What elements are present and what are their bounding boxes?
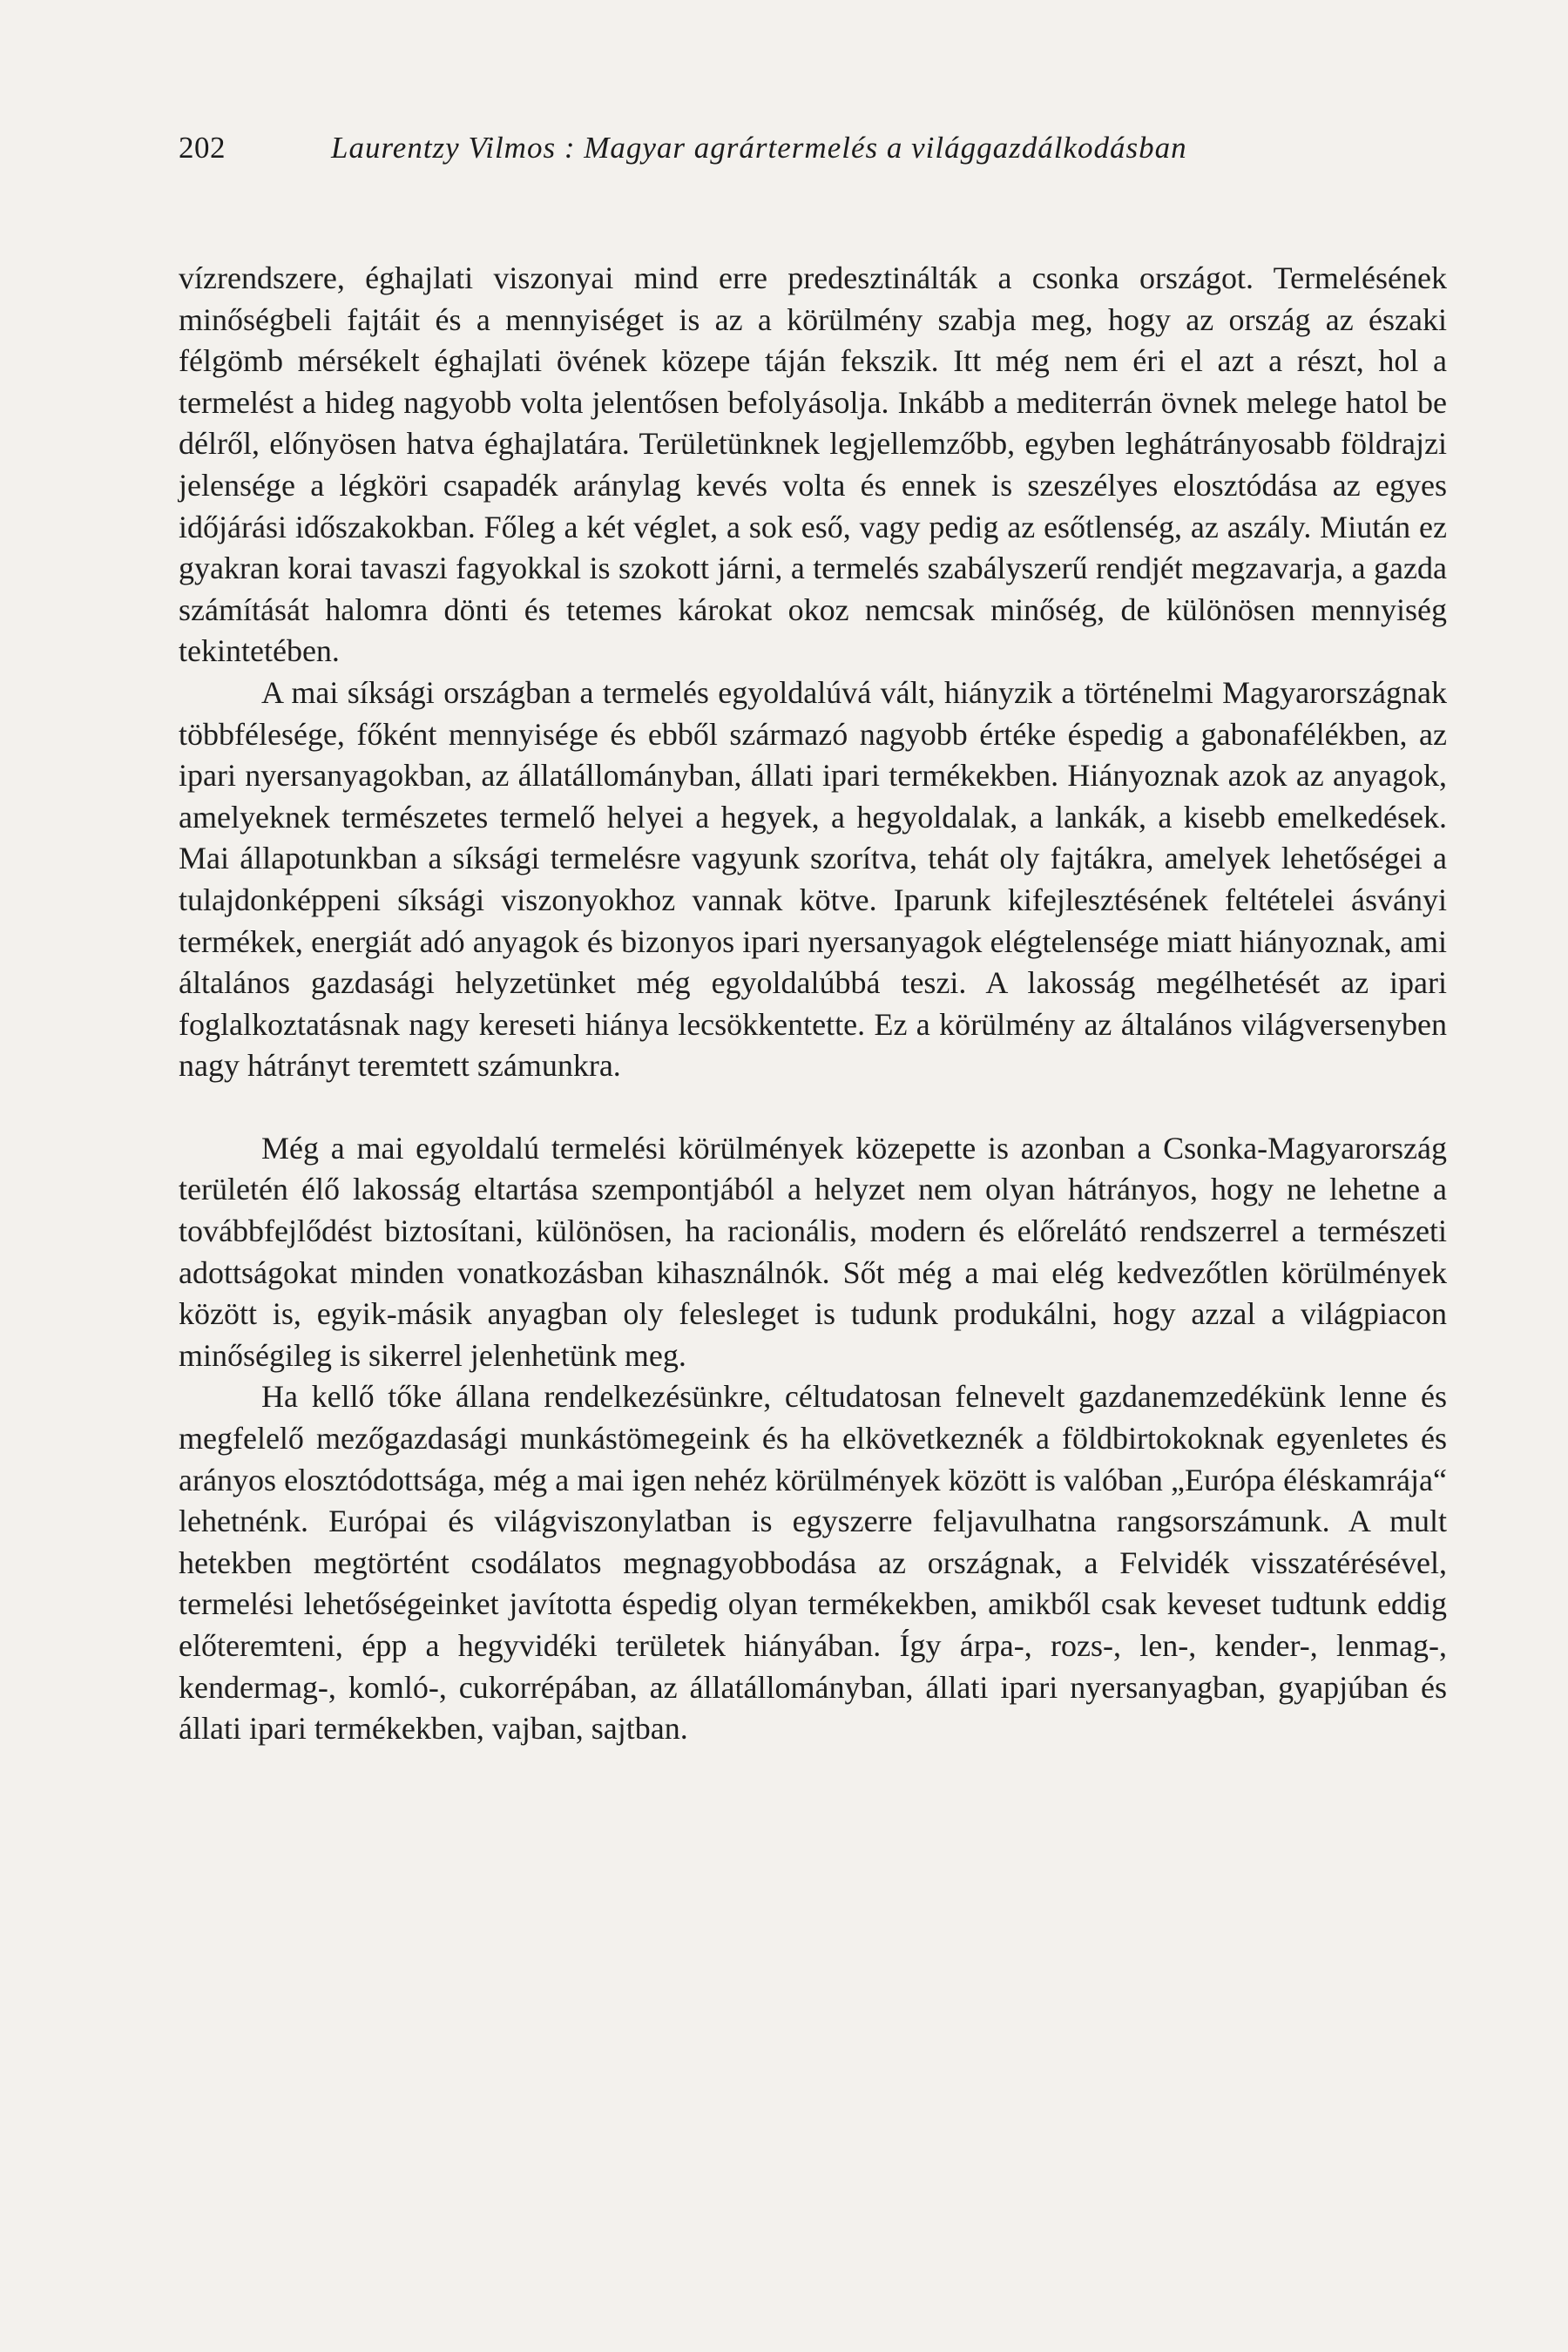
- running-header: [179, 131, 1442, 183]
- body-text: [179, 258, 1447, 1750]
- running-title: Laurentzy Vilmos : Magyar agrártermelés a világgazdálkodásban: [331, 131, 1187, 165]
- page-number: 202: [179, 131, 226, 165]
- paragraph-4: Ha kellő tőke állana rendelkezésünkre, céltudatosan felnevelt gazdanemzedékünk lenne és megfelelő mezőgazdasági munkástömegeink és ha elkövetkeznék a földbirtokoknak egyenletes és arányos elosztódottsága, még a mai igen nehéz körülmények között is valóban „Európa éléskamrája“ lehetnénk. Európai és világviszonylatban is egyszerre feljavulhatna rangsorszámunk. A mult hetekben megtörtént csodálatos megnagyobbodása az országnak, a Felvidék visszatérésével, termelési lehetőségeinket javította éspedig olyan termékekben, amikből csak keveset tudtunk eddig előteremteni, épp a hegyvidéki területek hiányában. Így árpa-, rozs-, len-, kender-, lenmag-, kendermag-, komló-, cukorrépában, az állatállományban, állati ipari nyersanyagban, gyapjúban és állati ipari termékekben, vajban, sajtban.: [179, 1379, 1447, 1747]
- paragraph-3: Még a mai egyoldalú termelési körülmények közepette is azonban a Csonka-Magyarország területén élő lakosság eltartása szempontjából a helyzet nem olyan hátrányos, hogy ne lehetne a továbbfejlődést biztosítani, különösen, ha racionális, modern és előrelátó rendszerrel a természeti adottságokat minden vonatkozásban kihasználnók. Sőt még a mai elég kedvezőtlen körülmények között is, egyik-másik anyagban oly felesleget is tudunk produkálni, hogy azzal a világpiacon minőségileg is sikerrel jelenhetünk meg.: [179, 1130, 1447, 1373]
- paragraph-2: A mai síksági országban a termelés egyoldalúvá vált, hiányzik a történelmi Magyarországnak többfélesége, főként mennyisége és ebből származó nagyobb értéke éspedig a gabonafélékben, az ipari nyersanyagokban, az állatállományban, állati ipari termékekben. Hiányoznak azok az anyagok, amelyeknek természetes termelő helyei a hegyek, a hegyoldalak, a lankák, a kisebb emelkedések. Mai állapotunkban a síksági termelésre vagyunk szorítva, tehát oly fajtákra, amelyek lehetőségei a tulajdonképpeni síksági viszonyokhoz vannak kötve. Iparunk kifejlesztésének feltételei ásványi termékek, energiát adó anyagok és bizonyos ipari nyersanyagok elégtelensége miatt hiányoznak, ami általános gazdasági helyzetünket még egyoldalúbbá teszi. A lakosság megélhetését az ipari foglalkoztatásnak nagy kereseti hiánya lecsökkentette. Ez a körülmény az általános világversenyben nagy hátrányt teremtett számunkra.: [179, 674, 1447, 1084]
- paragraph-1: vízrendszere, éghajlati viszonyai mind erre predesztinálták a csonka országot. Termelésének minőségbeli fajtáit és a mennyiséget is az a körülmény szabja meg, hogy az ország az északi félgömb mérsékelt éghajlati övének közepe táján fekszik. Itt még nem éri el azt a részt, hol a termelést a hideg nagyobb volta jelentősen befolyásolja. Inkább a mediterrán övnek melege hatol be délről, előnyösen hatva éghajlatára. Területünknek legjellemzőbb, egyben leghátrányosabb földrajzi jelensége a légköri csapadék aránylag kevés volta és ennek is szeszélyes elosztódása az egyes időjárási időszakokban. Főleg a két véglet, a sok eső, vagy pedig az esőtlenség, az aszály. Miután ez gyakran korai tavaszi fagyokkal is szokott járni, a termelés szabályszerű rendjét megzavarja, a gazda számítását halomra dönti és tetemes károkat okoz nemcsak minőség, de különösen mennyiség tekintetében.: [179, 260, 1447, 669]
